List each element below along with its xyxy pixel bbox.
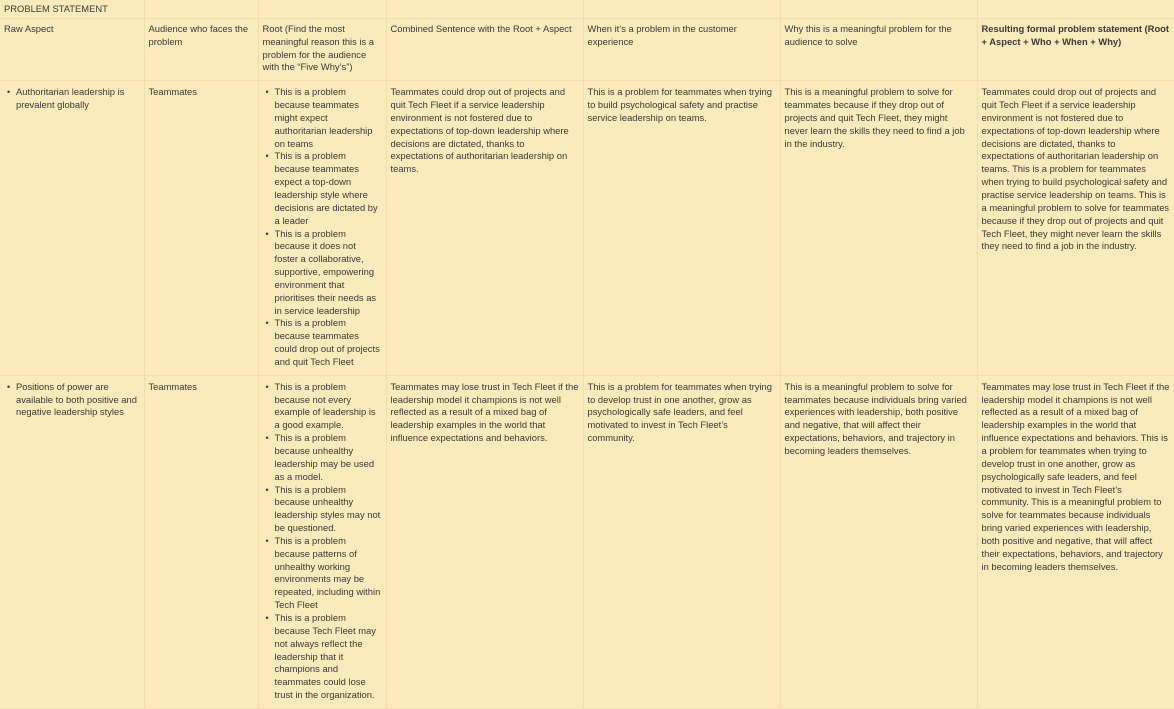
root-item: • This is a problem because it does not foster a collaborative, supportive, empowering environment that prioritises their needs as in service leadership — [275, 228, 382, 318]
aspect-cell[interactable] — [0, 81, 144, 376]
audience-cell[interactable]: Teammates — [144, 81, 258, 376]
header-combined[interactable]: Combined Sentence with the Root + Aspect — [386, 18, 583, 80]
why-cell[interactable]: This is a meaningful problem to solve for teammates because individuals bring varied experiences with leadership, both positive and negative, that will affect their expectations, behaviors, and trajectory in becoming leaders themselves. — [780, 375, 977, 708]
aspect-item: • Positions of power are available to both positive and negative leadership styles — [16, 381, 140, 420]
root-item: • This is a problem because teammates expect a top-down leadership style where decisions are dictated by a leader — [275, 150, 382, 227]
root-item: • This is a problem because unhealthy leadership may be used as a model. — [275, 432, 382, 483]
header-root[interactable]: Root (Find the most meaningful reason this is a problem for the audience with the “Five Why’s”) — [258, 18, 386, 80]
when-cell[interactable]: This is a problem for teammates when trying to develop trust in one another, grow as psychologically safe leaders, and feel motivated to invest in Tech Fleet’s community. — [583, 375, 780, 708]
when-cell[interactable]: This is a problem for teammates when trying to build psychological safety and practise service leadership on teams. — [583, 81, 780, 376]
root-item: • This is a problem because teammates could drop out of projects and quit Tech Fleet — [275, 317, 382, 368]
header-raw-aspect[interactable]: Raw Aspect — [0, 18, 144, 80]
audience-cell[interactable]: Teammates — [144, 375, 258, 708]
table-row — [0, 375, 1174, 708]
root-item: • This is a problem because teammates might expect authoritarian leadership on teams — [275, 86, 382, 150]
header-row — [0, 18, 1174, 80]
root-cell[interactable] — [258, 81, 386, 376]
root-item: • This is a problem because not every example of leadership is a good example. — [275, 381, 382, 432]
table-row — [0, 81, 1174, 376]
combined-cell[interactable]: Teammates may lose trust in Tech Fleet if the leadership model it champions is not well reflected as a result of a mixed bag of leadership examples in the world that influence expectations and behaviors. — [386, 375, 583, 708]
root-cell[interactable] — [258, 375, 386, 708]
empty-cell[interactable] — [258, 0, 386, 18]
combined-cell[interactable]: Teammates could drop out of projects and quit Tech Fleet if a service leadership environment is not fostered due to expectations of top-down leadership where decisions are dictated, thanks to expectations of authoritarian leadership on teams. — [386, 81, 583, 376]
empty-cell[interactable] — [583, 0, 780, 18]
section-title-row — [0, 0, 1174, 18]
statement-cell[interactable]: Teammates may lose trust in Tech Fleet if the leadership model it champions is not well reflected as a result of a mixed bag of leadership examples in the world that influence expectations and behaviors. This is a problem for teammates when trying to develop trust in one another, grow as psychologically safe leaders, and feel motivated to invest in Tech Fleet’s community. This is a meaningful problem to solve for teammates because individuals bring varied experiences with leadership, both positive and negative, that will affect their expectations, behaviors, and trajectory in becoming leaders themselves. — [977, 375, 1174, 708]
empty-cell[interactable] — [780, 0, 977, 18]
section-title[interactable]: PROBLEM STATEMENT — [0, 0, 144, 18]
empty-cell[interactable] — [144, 0, 258, 18]
header-why[interactable]: Why this is a meaningful problem for the audience to solve — [780, 18, 977, 80]
empty-cell[interactable] — [386, 0, 583, 18]
why-cell[interactable]: This is a meaningful problem to solve for teammates because if they drop out of projects and quit Tech Fleet, they might never learn the skills they need to find a job in the industry. — [780, 81, 977, 376]
header-audience[interactable]: Audience who faces the problem — [144, 18, 258, 80]
statement-cell[interactable]: Teammates could drop out of projects and quit Tech Fleet if a service leadership environment is not fostered due to expectations of top-down leadership where decisions are dictated, thanks to expectations of authoritarian leadership on teams. This is a problem for teammates when trying to build psychological safety and practise service leadership on teams. This is a meaningful problem to solve for teammates because if they drop out of projects and quit Tech Fleet, they might never learn the skills they need to find a job in the industry. — [977, 81, 1174, 376]
aspect-cell[interactable] — [0, 375, 144, 708]
header-when[interactable]: When it’s a problem in the customer experience — [583, 18, 780, 80]
aspect-item: • Authoritarian leadership is prevalent globally — [16, 86, 140, 112]
empty-cell[interactable] — [977, 0, 1174, 18]
header-statement[interactable]: Resulting formal problem statement (Root + Aspect + Who + When + Why) — [977, 18, 1174, 80]
root-item: • This is a problem because patterns of unhealthy working environments may be repeated, including within Tech Fleet — [275, 535, 382, 612]
root-item: • This is a problem because unhealthy leadership styles may not be questioned. — [275, 484, 382, 535]
root-item: • This is a problem because Tech Fleet may not always reflect the leadership that it champions and teammates could lose trust in the organization. — [275, 612, 382, 702]
